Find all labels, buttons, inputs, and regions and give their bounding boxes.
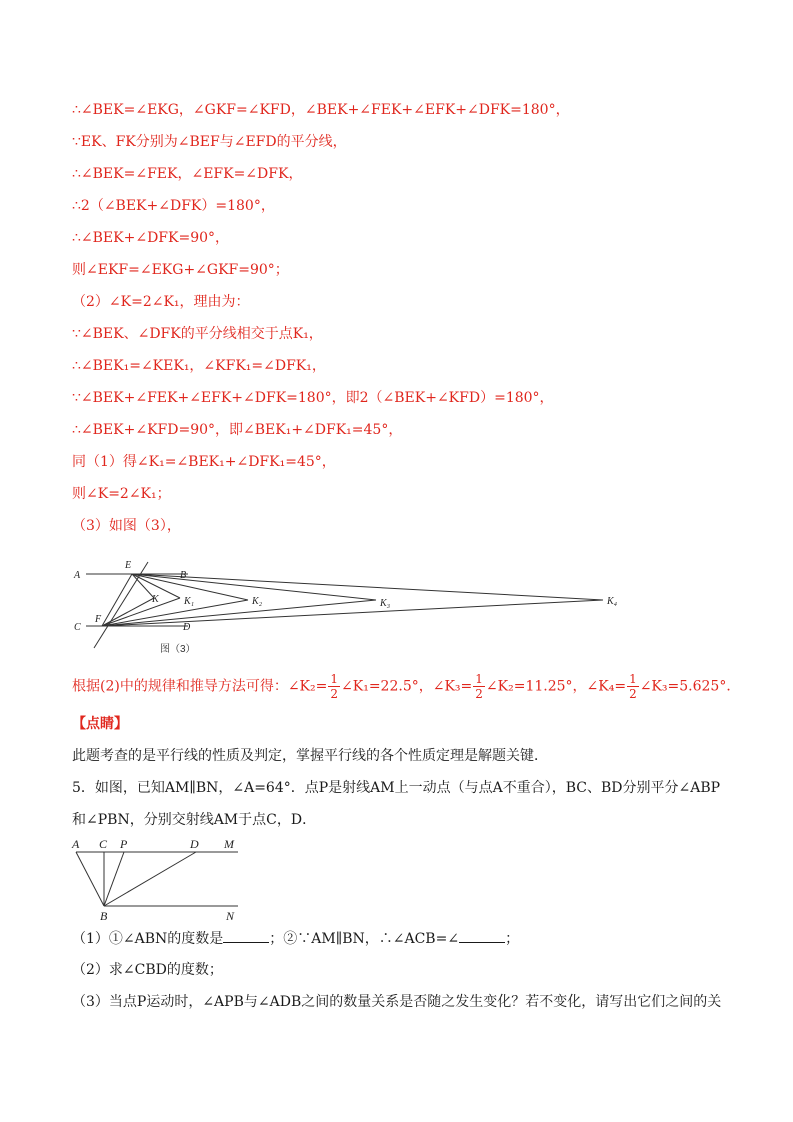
solution-line-6: 则∠EKF=∠EKG+∠GKF=90°； [72, 262, 289, 278]
solution-line-5: ∴∠BEK+∠DFK=90°， [72, 230, 230, 246]
solution-line-1: ∴∠BEK=∠EKG，∠GKF=∠KFD，∠BEK+∠FEK+∠EFK+∠DFK=180°， [72, 102, 570, 118]
problem5-q1 [72, 928, 519, 949]
solution-line-2: ∵EK、FK分别为∠BEF与∠EFD的平分线， [72, 134, 347, 150]
p5-label-n: N [226, 909, 235, 922]
fraction-denominator: 2 [330, 687, 339, 701]
q1-part-c: ； [505, 931, 520, 947]
fig3-label-b: B [180, 570, 187, 581]
q1-part-b: ；②∵AM∥BN，∴∠ACB=∠ [269, 931, 460, 947]
solution-line-4: ∴2（∠BEK+∠DFK）=180°， [72, 198, 275, 214]
solution-line-12: 同（1）得∠K₁=∠BEK₁+∠DFK₁=45°， [72, 454, 336, 470]
conclusion-prefix: 根据(2)中的规律和推导方法可得：∠K₂= [72, 678, 328, 695]
solution-line-8: ∵∠BEK、∠DFK的平分线相交于点K₁， [72, 326, 323, 342]
problem5-diagram [68, 836, 248, 922]
fig3-label-k1: K₁ [184, 596, 195, 607]
figure-3-diagram [68, 552, 638, 660]
answer-blank-2[interactable] [459, 928, 505, 943]
conclusion-part3: ∠K₃=5.625°． [639, 678, 741, 695]
p5-label-c: C [99, 837, 108, 851]
fig3-label-k4: K₄ [607, 596, 618, 607]
p5-label-b: B [100, 909, 108, 922]
q1-part-a: （1）①∠ABN的度数是 [72, 931, 224, 947]
fig3-label-k2: K₂ [252, 596, 263, 607]
comment-heading: 【点睛】 [72, 716, 128, 732]
solution-line-11: ∴∠BEK+∠KFD=90°，即∠BEK₁+∠DFK₁=45°， [72, 422, 403, 438]
fig3-label-f: F [95, 614, 102, 625]
fraction-numerator: 1 [330, 672, 339, 686]
half-fraction [328, 672, 340, 701]
p5-label-a: A [72, 837, 80, 851]
problem5-line1: 5．如图，已知AM∥BN，∠A=64°．点P是射线AM上一动点（与点A不重合），BC、BD分别平分∠ABP [72, 780, 721, 796]
comment-text: 此题考查的是平行线的性质及判定，掌握平行线的各个性质定理是解题关键． [72, 748, 548, 764]
problem5-q3: （3）当点P运动时，∠APB与∠ADB之间的数量关系是否随之发生变化？若不变化，请写出它们之间的关 [72, 994, 722, 1010]
problem5-q2: （2）求∠CBD的度数； [72, 962, 223, 978]
solution-line-13: 则∠K=2∠K₁； [72, 486, 171, 502]
fraction-numerator: 1 [629, 672, 637, 686]
solution-line-7: （2）∠K=2∠K₁，理由为： [72, 294, 250, 310]
fig3-label-e: E [125, 560, 132, 571]
p5-label-m: M [224, 837, 234, 851]
solution-line-9: ∴∠BEK₁=∠KEK₁，∠KFK₁=∠DFK₁， [72, 358, 326, 374]
fig3-label-k3: K₃ [380, 598, 391, 609]
p5-label-p: P [120, 837, 128, 851]
fraction-denominator: 2 [629, 687, 637, 701]
fig3-label-c: C [74, 622, 81, 633]
half-fraction [473, 672, 485, 701]
solution-line-3: ∴∠BEK=∠FEK，∠EFK=∠DFK， [72, 166, 303, 182]
conclusion-part1: ∠K₁=22.5°，∠K₃= [341, 678, 473, 695]
half-fraction [627, 672, 639, 701]
fig3-caption: 图（3） [160, 644, 196, 655]
solution-line-10: ∵∠BEK+∠FEK+∠EFK+∠DFK=180°，即2（∠BEK+∠KFD）=180°， [72, 390, 554, 406]
conclusion-line [72, 672, 740, 701]
answer-blank-1[interactable] [223, 928, 269, 943]
fraction-numerator: 1 [475, 672, 483, 686]
fig3-label-d: D [183, 622, 191, 633]
fig3-label-a: A [74, 570, 81, 581]
problem5-line2: 和∠PBN，分别交射线AM于点C，D． [72, 812, 317, 828]
conclusion-part2: ∠K₂=11.25°，∠K₄= [485, 678, 627, 695]
fig3-label-k: K [152, 594, 159, 605]
p5-label-d: D [190, 837, 199, 851]
fraction-denominator: 2 [475, 687, 483, 701]
solution-line-14: （3）如图（3）， [72, 518, 181, 534]
